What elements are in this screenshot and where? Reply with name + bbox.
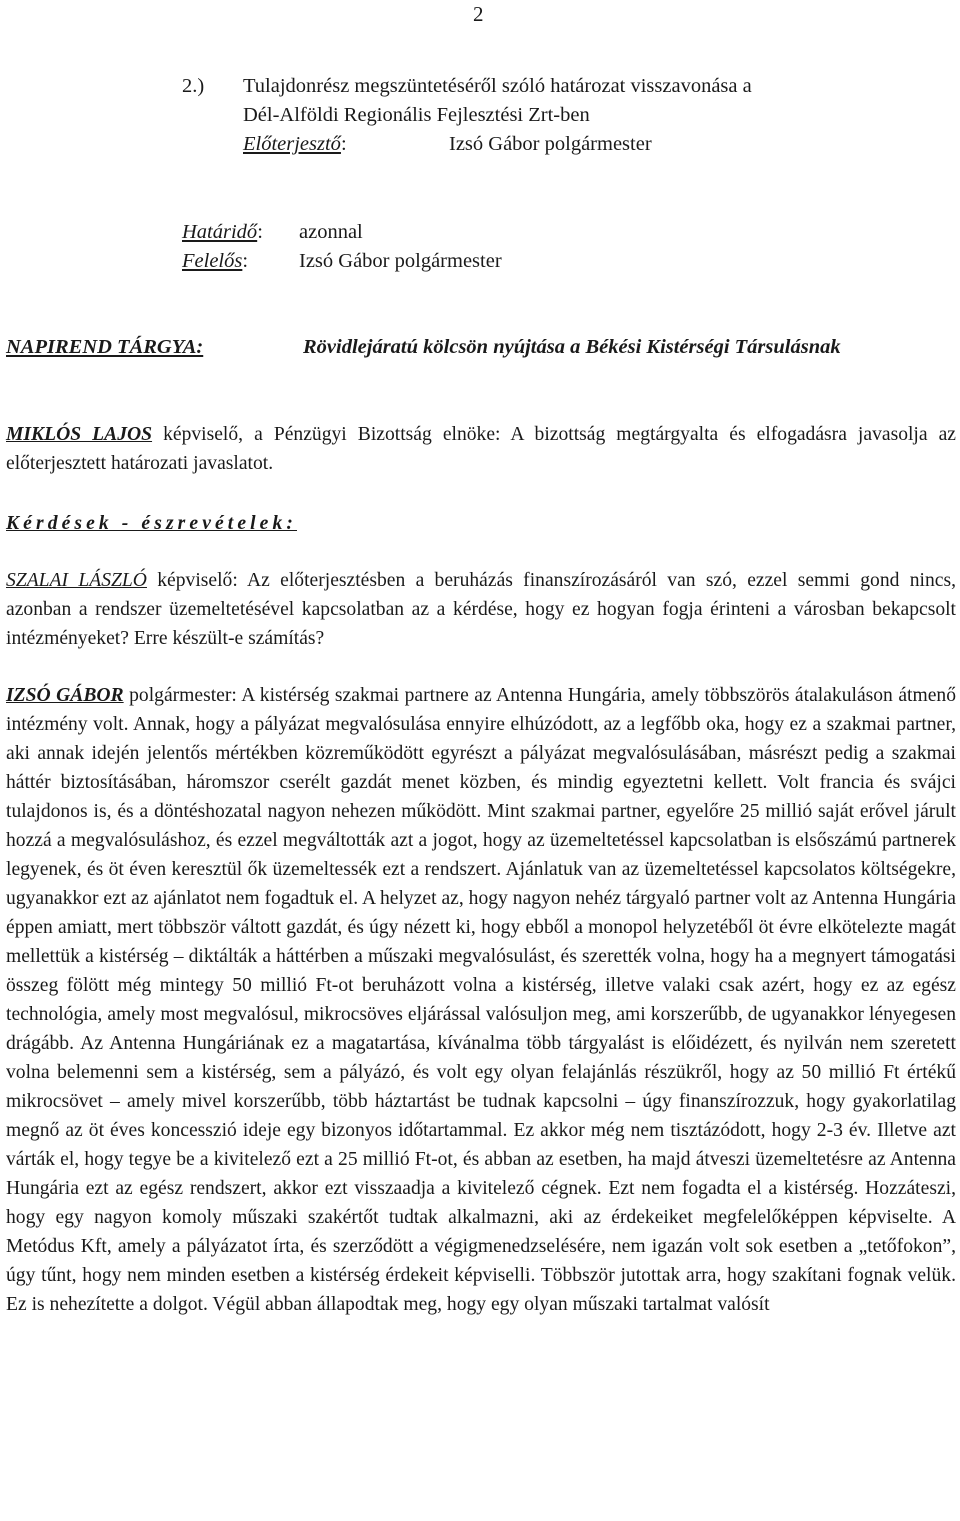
- deadline-block: [182, 218, 502, 276]
- questions-heading: Kérdések - észrevételek:: [6, 513, 297, 534]
- questions-heading-paragraph: [6, 509, 956, 538]
- responsible-value: Izsó Gábor polgármester: [299, 250, 502, 272]
- izso-text: polgármester: A kistérség szakmai partnere az Antenna Hungária, amely többszörös átalakuláson átmenő intézmény volt. Annak, hogy a pályázat megvalósulása ennyire elhúzódott, az a legfőbb oka, hogy ez a szakmai partner, aki annak idején jelentős mértékben közreműködött egyrészt a pályázat megvalósulásában, másrészt pedig a szakmai háttér biztosításában, háromszor cserélt gazdát menet közben, és mindig egyeztetni kellett. Volt francia és svájci tulajdonos is, és a döntéshozatal nagyon nehezen működött. Mint szakmai partner, egyelőre 25 millió saját erővel járult hozzá a megvalósuláshoz, és ezzel megváltották azt a jogot, hogy az üzemeltetéssel kapcsolatban is elsőszámú partnerek legyenek, és öt éven keresztül ők üzemeltessék ezt a rendszert. Ajánlatuk van az üzemeltetéssel kapcsolatos költségekre, ugyanakkor ezt az ajánlatot nem fogadtuk el. A helyzet az, hogy nagyon nehéz tárgyaló partner volt az Antenna Hungária éppen amiatt, mert többször váltott gazdát, és úgy nézett ki, hogy ebből a monopol helyzetéből öt évre elkötelezte magát mellettük a kistérség – diktálták a háttérben a műszaki megvalósulást, és szerették volna, hogy ha a megnyert támogatási összeg fölött még mintegy 50 millió Ft-ot beruházott volna a kistérség, illetve valaki csak azért, hogy ez az egész technológia, amely most megvalósul, mikrocsöves eljárással valósuljon meg, ami korszerűbb, de ugyanakkor lényegesen drágább. Az Antenna Hungáriának ez a magatartása, kívánalma több tárgyalást is előidézett, és nyilván nem szeretett volna belemenni sem a kistérség, sem a pályázó, és volt egy olyan felajánlás részükről, hogy az 50 millió Ft értékű mikrocsövet – amely mivel korszerűbb, több háztartást be tudnak kapcsolni – úgy finanszírozzuk, hogy gyakorlatilag megnő az öt éves koncesszió ideje egy bizonyos időtartammal. Ez akkor még nem tisztázódott, hogy 2-3 év. Illetve azt várták el, hogy tegye be a kivitelező ezt a 25 millió Ft-ot, és abban az esetben, ha majd átveszi üzemeltetésre az Antenna Hungária ezt az egész rendszert, akkor ezt visszaadja a kivitelező cégnek. Ezt nem fogadta el a kistérség. Hozzáteszi, hogy egy nagyon komoly műszaki szakértőt tudtak alkalmazni, aki az érdekeiket megfelelőképpen képviselte. A Metódus Kft, amely a pályázatot írta, és szerződött a végigmenedzselésére, nem igazán volt sok esetben a „tetőfokon”, úgy tűnt, hogy nem minden esetben a kistérség érdekeit képviselli. Többször jutottak arra, hogy szakítani fognak velük. Ez is nehezítette a dolgot. Végül abban állapodtak meg, hogy egy olyan műszaki tartalmat valósít: [6, 685, 957, 1315]
- responsible-row: [182, 247, 502, 276]
- agenda-text: Rövidlejáratú kölcsön nyújtása a Békési Kistérségi Társulásnak: [303, 336, 841, 358]
- responsible-label: Felelős: [182, 250, 243, 272]
- item-title: Tulajdonrész megszüntetéséről szóló határozat visszavonása a Dél-Alföldi Regionális Fejlesztési Zrt-ben: [243, 75, 752, 126]
- responsible-colon: :: [242, 250, 249, 272]
- izso-paragraph: [6, 681, 956, 1319]
- deadline-label: Határidő: [182, 221, 258, 243]
- miklos-paragraph: [6, 420, 956, 478]
- item-title-row: [182, 72, 782, 130]
- agenda-label-wrap: [6, 333, 303, 362]
- miklos-text: képviselő, a Pénzügyi Bizottság elnöke: A bizottság megtárgyalta és elfogadásra javasolja az előterjesztett határozati javaslatot.: [6, 424, 956, 474]
- agenda-item-header: [182, 72, 782, 159]
- deadline-label-wrap: [182, 218, 299, 247]
- speaker-szalai: SZALAI LÁSZLÓ: [6, 570, 147, 591]
- deadline-colon: :: [257, 221, 263, 243]
- page-number: 2: [473, 2, 484, 26]
- presenter-value: Izsó Gábor polgármester: [449, 133, 652, 155]
- presenter-label-wrap: [243, 130, 449, 159]
- item-number: 2.): [182, 75, 205, 97]
- szalai-paragraph: [6, 566, 956, 653]
- speaker-miklos: MIKLÓS LAJOS: [6, 424, 153, 445]
- agenda-subject: [6, 333, 956, 362]
- deadline-value: azonnal: [299, 221, 363, 243]
- responsible-label-wrap: [182, 247, 299, 276]
- speaker-izso: IZSÓ GÁBOR: [6, 685, 124, 706]
- szalai-text: képviselő: Az előterjesztésben a beruházás finanszírozásáról van szó, ezzel semmi gond nincs, azonban a rendszer üzemeltetésével kapcsolatban az a kérdése, hogy ez hogyan fogja érinteni a városban bekapcsolt intézményeket? Erre készült-e számítás?: [6, 570, 956, 649]
- presenter-row: [182, 130, 782, 159]
- agenda-label: NAPIREND TÁRGYA:: [6, 336, 204, 358]
- deadline-row: [182, 218, 502, 247]
- presenter-colon: :: [340, 133, 347, 155]
- presenter-label: Előterjesztő: [243, 133, 341, 155]
